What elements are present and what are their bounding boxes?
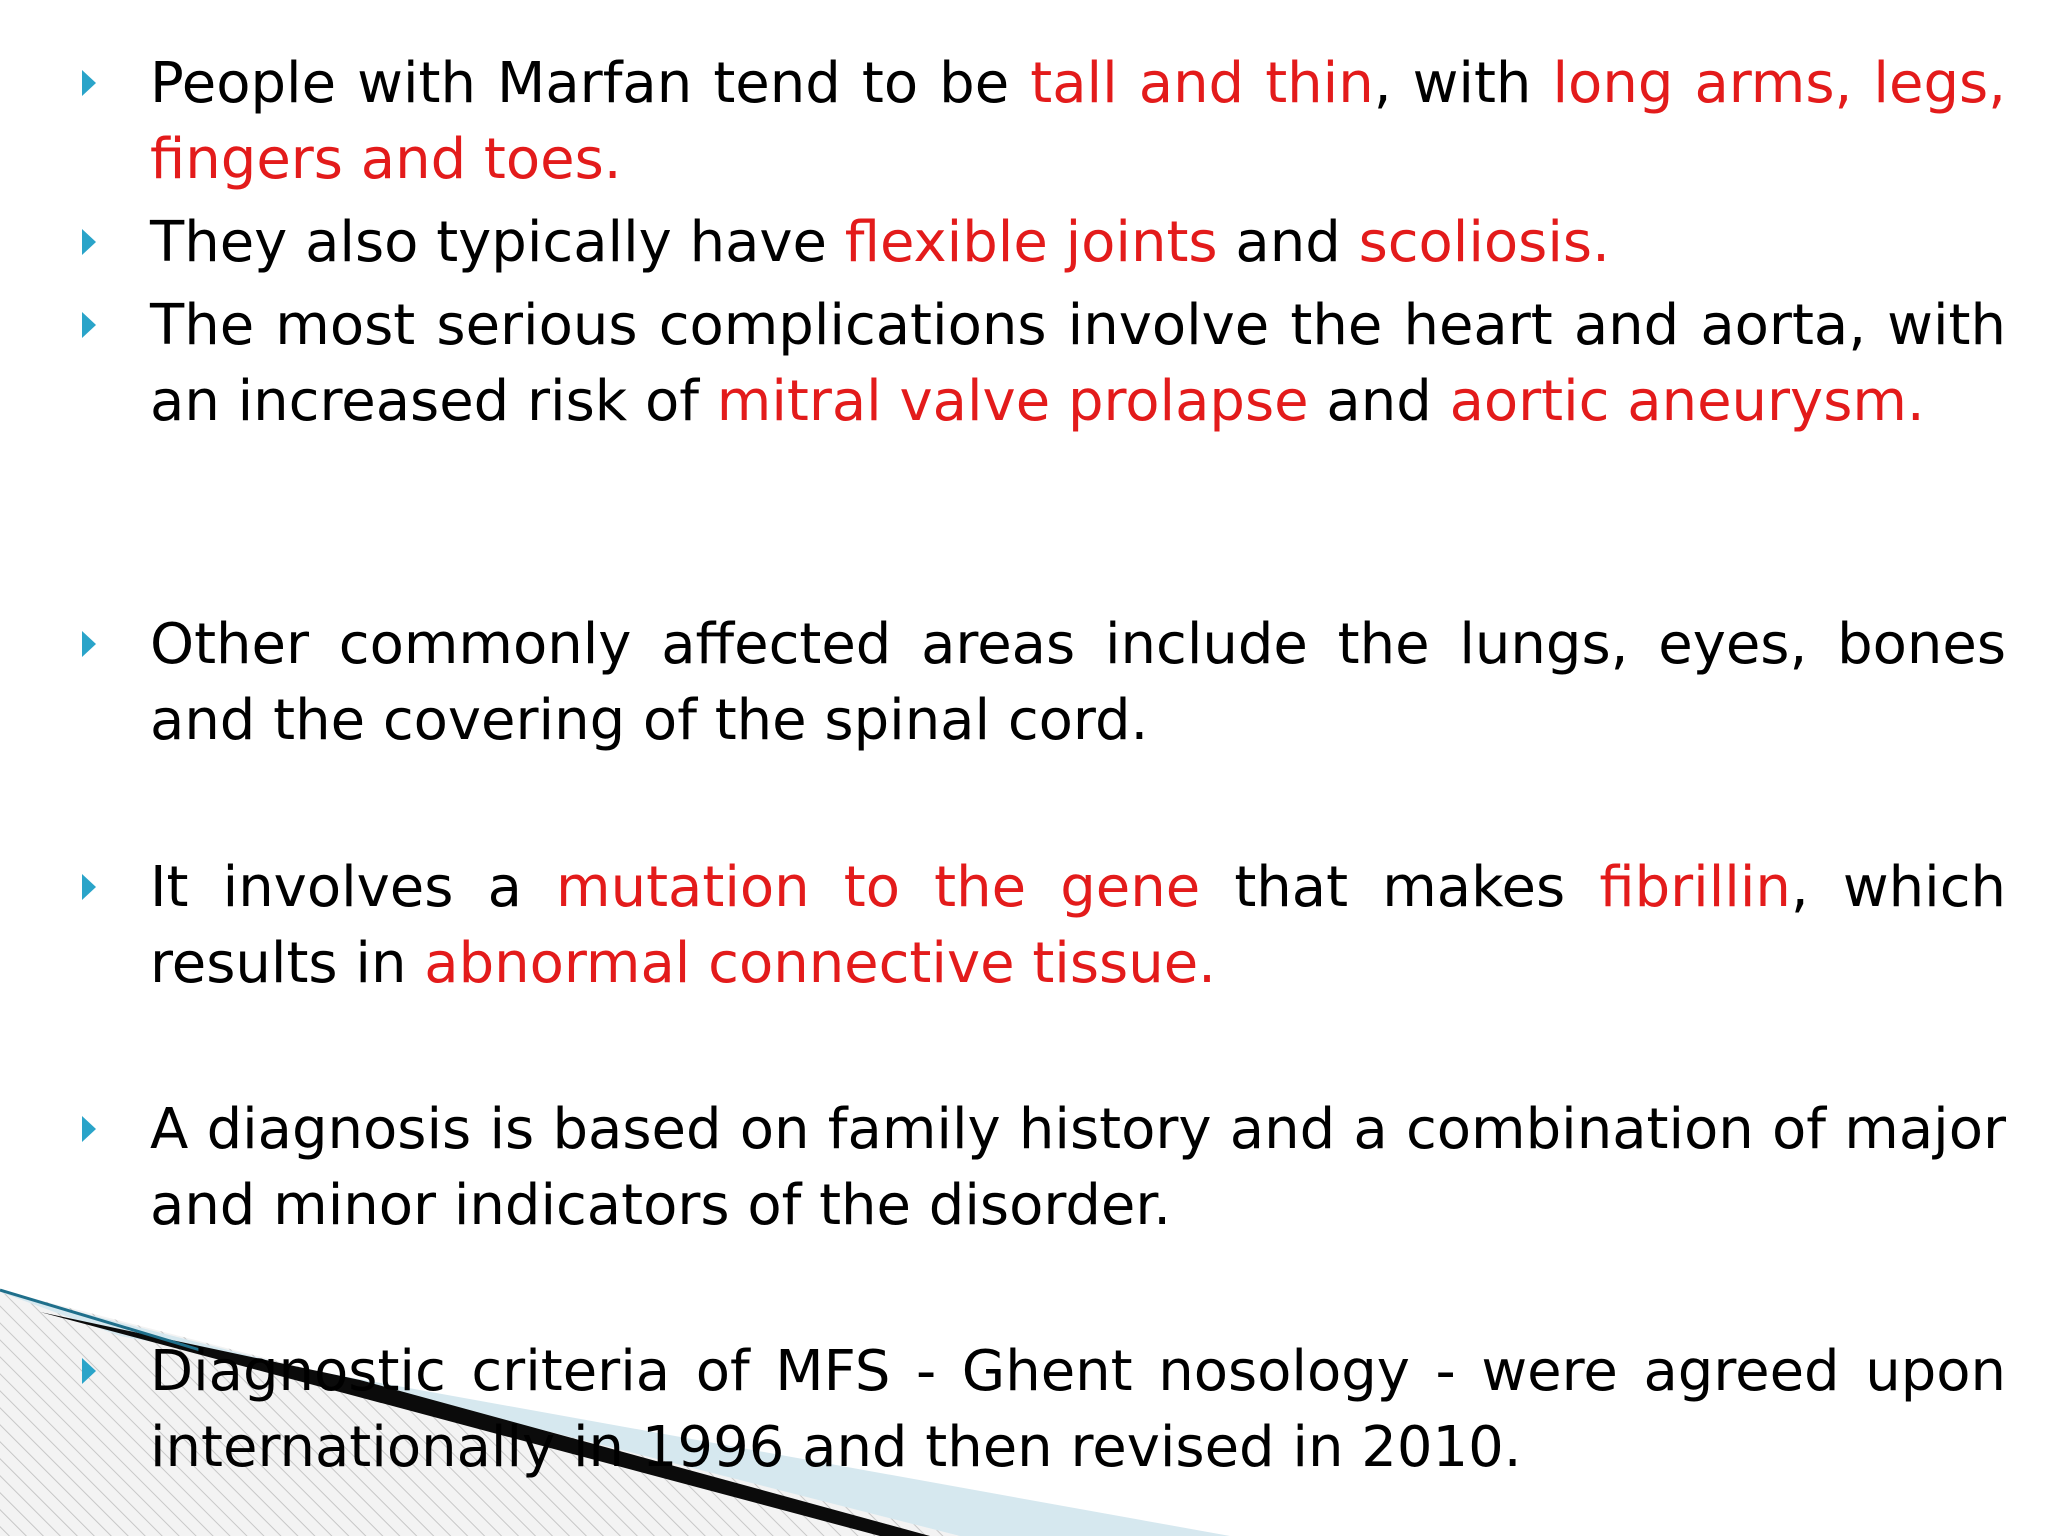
bullet-item-4 (150, 607, 2006, 759)
bullet-arrow-icon (82, 312, 96, 338)
bullet-arrow-icon (82, 70, 96, 96)
bullet-arrow-icon (82, 631, 96, 657)
bullet-item-5 (150, 850, 2006, 1002)
bullet-item-2 (150, 205, 2006, 281)
bullet-arrow-icon (82, 1358, 96, 1384)
bullet-item-3 (150, 288, 2006, 440)
bullet-arrow-icon (82, 1116, 96, 1142)
bullet-arrow-icon (82, 229, 96, 255)
bullet-text: They also typically have flexible joints and scoliosis. (150, 210, 1610, 275)
bullet-text: A diagnosis is based on family history and a combination of major and minor indicators of the disorder. (150, 1097, 2006, 1238)
bullet-arrow-icon (82, 874, 96, 900)
bullet-text: People with Marfan tend to be tall and thin, with long arms, legs, fingers and toes. (150, 51, 2006, 192)
bullet-text: Other commonly affected areas include the lungs, eyes, bones and the covering of the spinal cord. (150, 612, 2006, 753)
bullet-text: The most serious complications involve the heart and aorta, with an increased risk of mitral valve prolapse and aortic aneurysm. (150, 293, 2006, 434)
bullet-item-1 (150, 46, 2006, 198)
bullet-text: It involves a mutation to the gene that makes fibrillin, which results in abnormal connective tissue. (150, 855, 2006, 996)
bullet-text: Diagnostic criteria of MFS - Ghent nosology - were agreed upon internationally in 1996 and then revised in 2010. (150, 1339, 2006, 1480)
bullet-item-7 (150, 1334, 2006, 1486)
bullet-item-6 (150, 1092, 2006, 1244)
